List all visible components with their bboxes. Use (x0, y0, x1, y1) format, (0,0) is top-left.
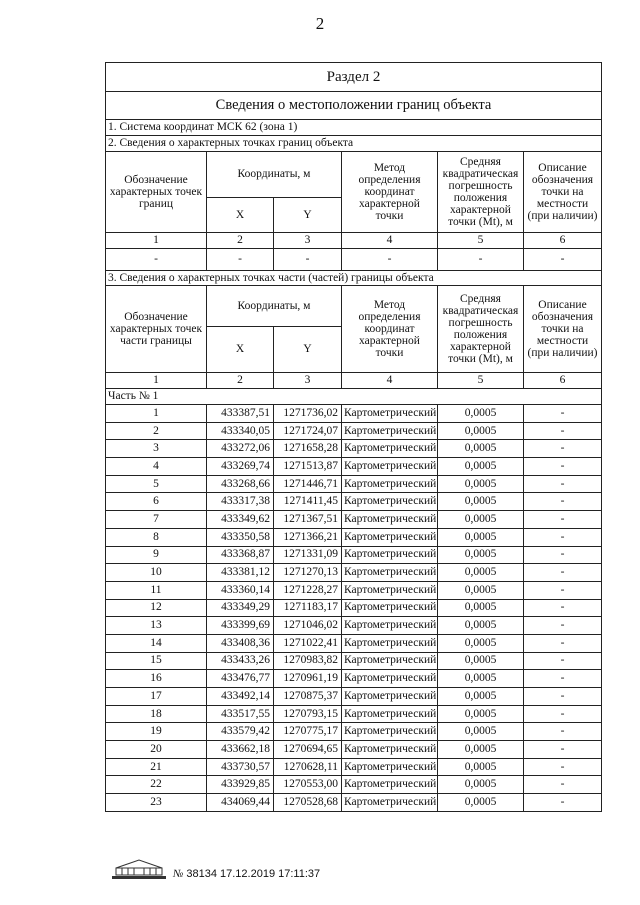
method: Картометрический (342, 546, 438, 564)
point-number: 13 (106, 617, 207, 635)
point-number: 10 (106, 564, 207, 582)
coord-x: 433360,14 (207, 581, 274, 599)
point-number: 11 (106, 581, 207, 599)
description: - (524, 776, 602, 794)
section-subtitle: Сведения о местоположении границ объекта (106, 92, 602, 120)
col-number: 5 (438, 373, 524, 389)
coord-x: 433387,51 (207, 405, 274, 423)
col-number: 4 (342, 373, 438, 389)
table-row (106, 511, 602, 529)
description: - (524, 794, 602, 812)
coord-x: 433517,55 (207, 705, 274, 723)
point-number: 1 (106, 405, 207, 423)
accuracy: 0,0005 (438, 617, 524, 635)
col-number: 6 (524, 373, 602, 389)
empty-cell: - (438, 249, 524, 271)
col-number: 2 (207, 233, 274, 249)
header-point-name: Обозначение характерных точек границ (106, 152, 207, 233)
header-point-name-part: Обозначение характерных точек части границы (106, 286, 207, 373)
coord-x: 433408,36 (207, 634, 274, 652)
document-stamp (173, 868, 320, 880)
accuracy: 0,0005 (438, 794, 524, 812)
coord-x: 433269,74 (207, 458, 274, 476)
registration-info: 38134 17.12.2019 17:11:37 (186, 868, 321, 880)
description: - (524, 705, 602, 723)
method: Картометрический (342, 688, 438, 706)
accuracy: 0,0005 (438, 440, 524, 458)
table-row (106, 723, 602, 741)
coord-y: 1271331,09 (274, 546, 342, 564)
table-row (106, 758, 602, 776)
col-number: 3 (274, 233, 342, 249)
coord-y: 1270793,15 (274, 705, 342, 723)
method: Картометрический (342, 440, 438, 458)
method: Картометрический (342, 617, 438, 635)
description: - (524, 599, 602, 617)
col-number: 1 (106, 233, 207, 249)
table-row (106, 475, 602, 493)
part3-title: 3. Сведения о характерных точках части (частей) границы объекта (106, 271, 602, 286)
page-number: 2 (315, 14, 325, 33)
coord-system: 1. Система координат МСК 62 (зона 1) (106, 120, 602, 136)
header-description: Описание обозначения точки на местности (при наличии) (524, 286, 602, 373)
coord-y: 1271183,17 (274, 599, 342, 617)
coord-y: 1271022,41 (274, 634, 342, 652)
header-x: X (207, 198, 274, 233)
header-description: Описание обозначения точки на местности (при наличии) (524, 152, 602, 233)
method: Картометрический (342, 723, 438, 741)
point-number: 7 (106, 511, 207, 529)
point-number: 19 (106, 723, 207, 741)
coord-y: 1271228,27 (274, 581, 342, 599)
coord-x: 433340,05 (207, 422, 274, 440)
part-label: Часть № 1 (106, 389, 207, 405)
table-row (106, 652, 602, 670)
table-row (106, 634, 602, 652)
coord-y: 1271411,45 (274, 493, 342, 511)
table-row (106, 688, 602, 706)
table-row (106, 564, 602, 582)
empty-cell: - (106, 249, 207, 271)
point-number: 22 (106, 776, 207, 794)
point-number: 6 (106, 493, 207, 511)
description: - (524, 511, 602, 529)
coord-y: 1270628,11 (274, 758, 342, 776)
empty-cell: - (524, 249, 602, 271)
empty-cell: - (207, 249, 274, 271)
header-method: Метод определения координат характерной точки (342, 286, 438, 373)
header-coords: Координаты, м (207, 286, 342, 327)
method: Картометрический (342, 493, 438, 511)
accuracy: 0,0005 (438, 546, 524, 564)
building-stamp-icon (110, 858, 168, 880)
coord-y: 1270528,68 (274, 794, 342, 812)
coord-x: 433476,77 (207, 670, 274, 688)
description: - (524, 723, 602, 741)
coord-x: 433929,85 (207, 776, 274, 794)
point-number: 18 (106, 705, 207, 723)
accuracy: 0,0005 (438, 475, 524, 493)
method: Картометрический (342, 794, 438, 812)
point-number: 14 (106, 634, 207, 652)
point-number: 20 (106, 741, 207, 759)
method: Картометрический (342, 475, 438, 493)
coord-y: 1271270,13 (274, 564, 342, 582)
coord-y: 1270983,82 (274, 652, 342, 670)
table-row (106, 617, 602, 635)
accuracy: 0,0005 (438, 564, 524, 582)
table-row (106, 493, 602, 511)
table-row (106, 599, 602, 617)
description: - (524, 528, 602, 546)
table-row (106, 458, 602, 476)
description: - (524, 617, 602, 635)
number-symbol: № (173, 868, 184, 880)
coord-y: 1270775,17 (274, 723, 342, 741)
method: Картометрический (342, 511, 438, 529)
coord-y: 1270553,00 (274, 776, 342, 794)
coord-y: 1271736,02 (274, 405, 342, 423)
method: Картометрический (342, 670, 438, 688)
point-number: 12 (106, 599, 207, 617)
description: - (524, 493, 602, 511)
coord-x: 433381,12 (207, 564, 274, 582)
header-y: Y (274, 327, 342, 373)
accuracy: 0,0005 (438, 776, 524, 794)
method: Картометрический (342, 422, 438, 440)
col-number: 6 (524, 233, 602, 249)
table-row (106, 741, 602, 759)
coord-x: 433350,58 (207, 528, 274, 546)
accuracy: 0,0005 (438, 705, 524, 723)
coord-x: 433433,26 (207, 652, 274, 670)
coord-y: 1271658,28 (274, 440, 342, 458)
point-number: 2 (106, 422, 207, 440)
coord-y: 1271046,02 (274, 617, 342, 635)
method: Картометрический (342, 405, 438, 423)
coord-y: 1271724,07 (274, 422, 342, 440)
coord-y: 1271366,21 (274, 528, 342, 546)
point-number: 9 (106, 546, 207, 564)
description: - (524, 440, 602, 458)
coord-y: 1270961,19 (274, 670, 342, 688)
col-number: 5 (438, 233, 524, 249)
table-row (106, 422, 602, 440)
point-number: 16 (106, 670, 207, 688)
description: - (524, 634, 602, 652)
accuracy: 0,0005 (438, 422, 524, 440)
boundary-table (105, 62, 602, 812)
coord-x: 433349,29 (207, 599, 274, 617)
coord-y: 1270875,37 (274, 688, 342, 706)
table-row (106, 546, 602, 564)
table-row (106, 776, 602, 794)
table-row (106, 794, 602, 812)
coord-x: 433730,57 (207, 758, 274, 776)
accuracy: 0,0005 (438, 599, 524, 617)
accuracy: 0,0005 (438, 741, 524, 759)
coord-x: 433268,66 (207, 475, 274, 493)
table-row (106, 440, 602, 458)
coord-x: 433399,69 (207, 617, 274, 635)
table-row (106, 528, 602, 546)
header-x: X (207, 327, 274, 373)
description: - (524, 758, 602, 776)
accuracy: 0,0005 (438, 688, 524, 706)
col-number: 3 (274, 373, 342, 389)
coord-x: 433317,38 (207, 493, 274, 511)
part-label-filler (207, 389, 602, 405)
accuracy: 0,0005 (438, 458, 524, 476)
method: Картометрический (342, 458, 438, 476)
coord-x: 433272,06 (207, 440, 274, 458)
table-row (106, 705, 602, 723)
coord-y: 1271446,71 (274, 475, 342, 493)
table-row (106, 670, 602, 688)
point-number: 21 (106, 758, 207, 776)
accuracy: 0,0005 (438, 670, 524, 688)
coord-x: 433662,18 (207, 741, 274, 759)
accuracy: 0,0005 (438, 405, 524, 423)
accuracy: 0,0005 (438, 652, 524, 670)
method: Картометрический (342, 528, 438, 546)
header-accuracy: Средняя квадратическая погрешность положения характерной точки (Mt), м (438, 152, 524, 233)
method: Картометрический (342, 652, 438, 670)
description: - (524, 458, 602, 476)
empty-cell: - (342, 249, 438, 271)
empty-cell: - (274, 249, 342, 271)
method: Картометрический (342, 705, 438, 723)
accuracy: 0,0005 (438, 581, 524, 599)
col-number: 1 (106, 373, 207, 389)
table-row (106, 581, 602, 599)
description: - (524, 422, 602, 440)
point-number: 8 (106, 528, 207, 546)
description: - (524, 688, 602, 706)
coord-y: 1271513,87 (274, 458, 342, 476)
point-number: 5 (106, 475, 207, 493)
coord-y: 1271367,51 (274, 511, 342, 529)
footer (100, 858, 420, 888)
method: Картометрический (342, 581, 438, 599)
coord-x: 433492,14 (207, 688, 274, 706)
method: Картометрический (342, 741, 438, 759)
description: - (524, 652, 602, 670)
accuracy: 0,0005 (438, 493, 524, 511)
method: Картометрический (342, 634, 438, 652)
point-number: 23 (106, 794, 207, 812)
coord-x: 434069,44 (207, 794, 274, 812)
coord-x: 433368,87 (207, 546, 274, 564)
description: - (524, 581, 602, 599)
coord-x: 433579,42 (207, 723, 274, 741)
header-y: Y (274, 198, 342, 233)
col-number: 2 (207, 373, 274, 389)
accuracy: 0,0005 (438, 634, 524, 652)
accuracy: 0,0005 (438, 723, 524, 741)
header-coords: Координаты, м (207, 152, 342, 198)
header-accuracy: Средняя квадратическая погрешность положения характерной точки (Mt), м (438, 286, 524, 373)
description: - (524, 670, 602, 688)
col-number: 4 (342, 233, 438, 249)
part2-title: 2. Сведения о характерных точках границ объекта (106, 136, 602, 152)
coord-x: 433349,62 (207, 511, 274, 529)
description: - (524, 475, 602, 493)
point-number: 15 (106, 652, 207, 670)
description: - (524, 564, 602, 582)
accuracy: 0,0005 (438, 528, 524, 546)
accuracy: 0,0005 (438, 758, 524, 776)
section-title: Раздел 2 (106, 63, 602, 92)
points-body (106, 405, 602, 812)
method: Картометрический (342, 776, 438, 794)
accuracy: 0,0005 (438, 511, 524, 529)
method: Картометрический (342, 599, 438, 617)
description: - (524, 546, 602, 564)
description: - (524, 405, 602, 423)
point-number: 4 (106, 458, 207, 476)
point-number: 3 (106, 440, 207, 458)
header-method: Метод определения координат характерной точки (342, 152, 438, 233)
point-number: 17 (106, 688, 207, 706)
method: Картометрический (342, 758, 438, 776)
table-row (106, 405, 602, 423)
coord-y: 1270694,65 (274, 741, 342, 759)
description: - (524, 741, 602, 759)
method: Картометрический (342, 564, 438, 582)
